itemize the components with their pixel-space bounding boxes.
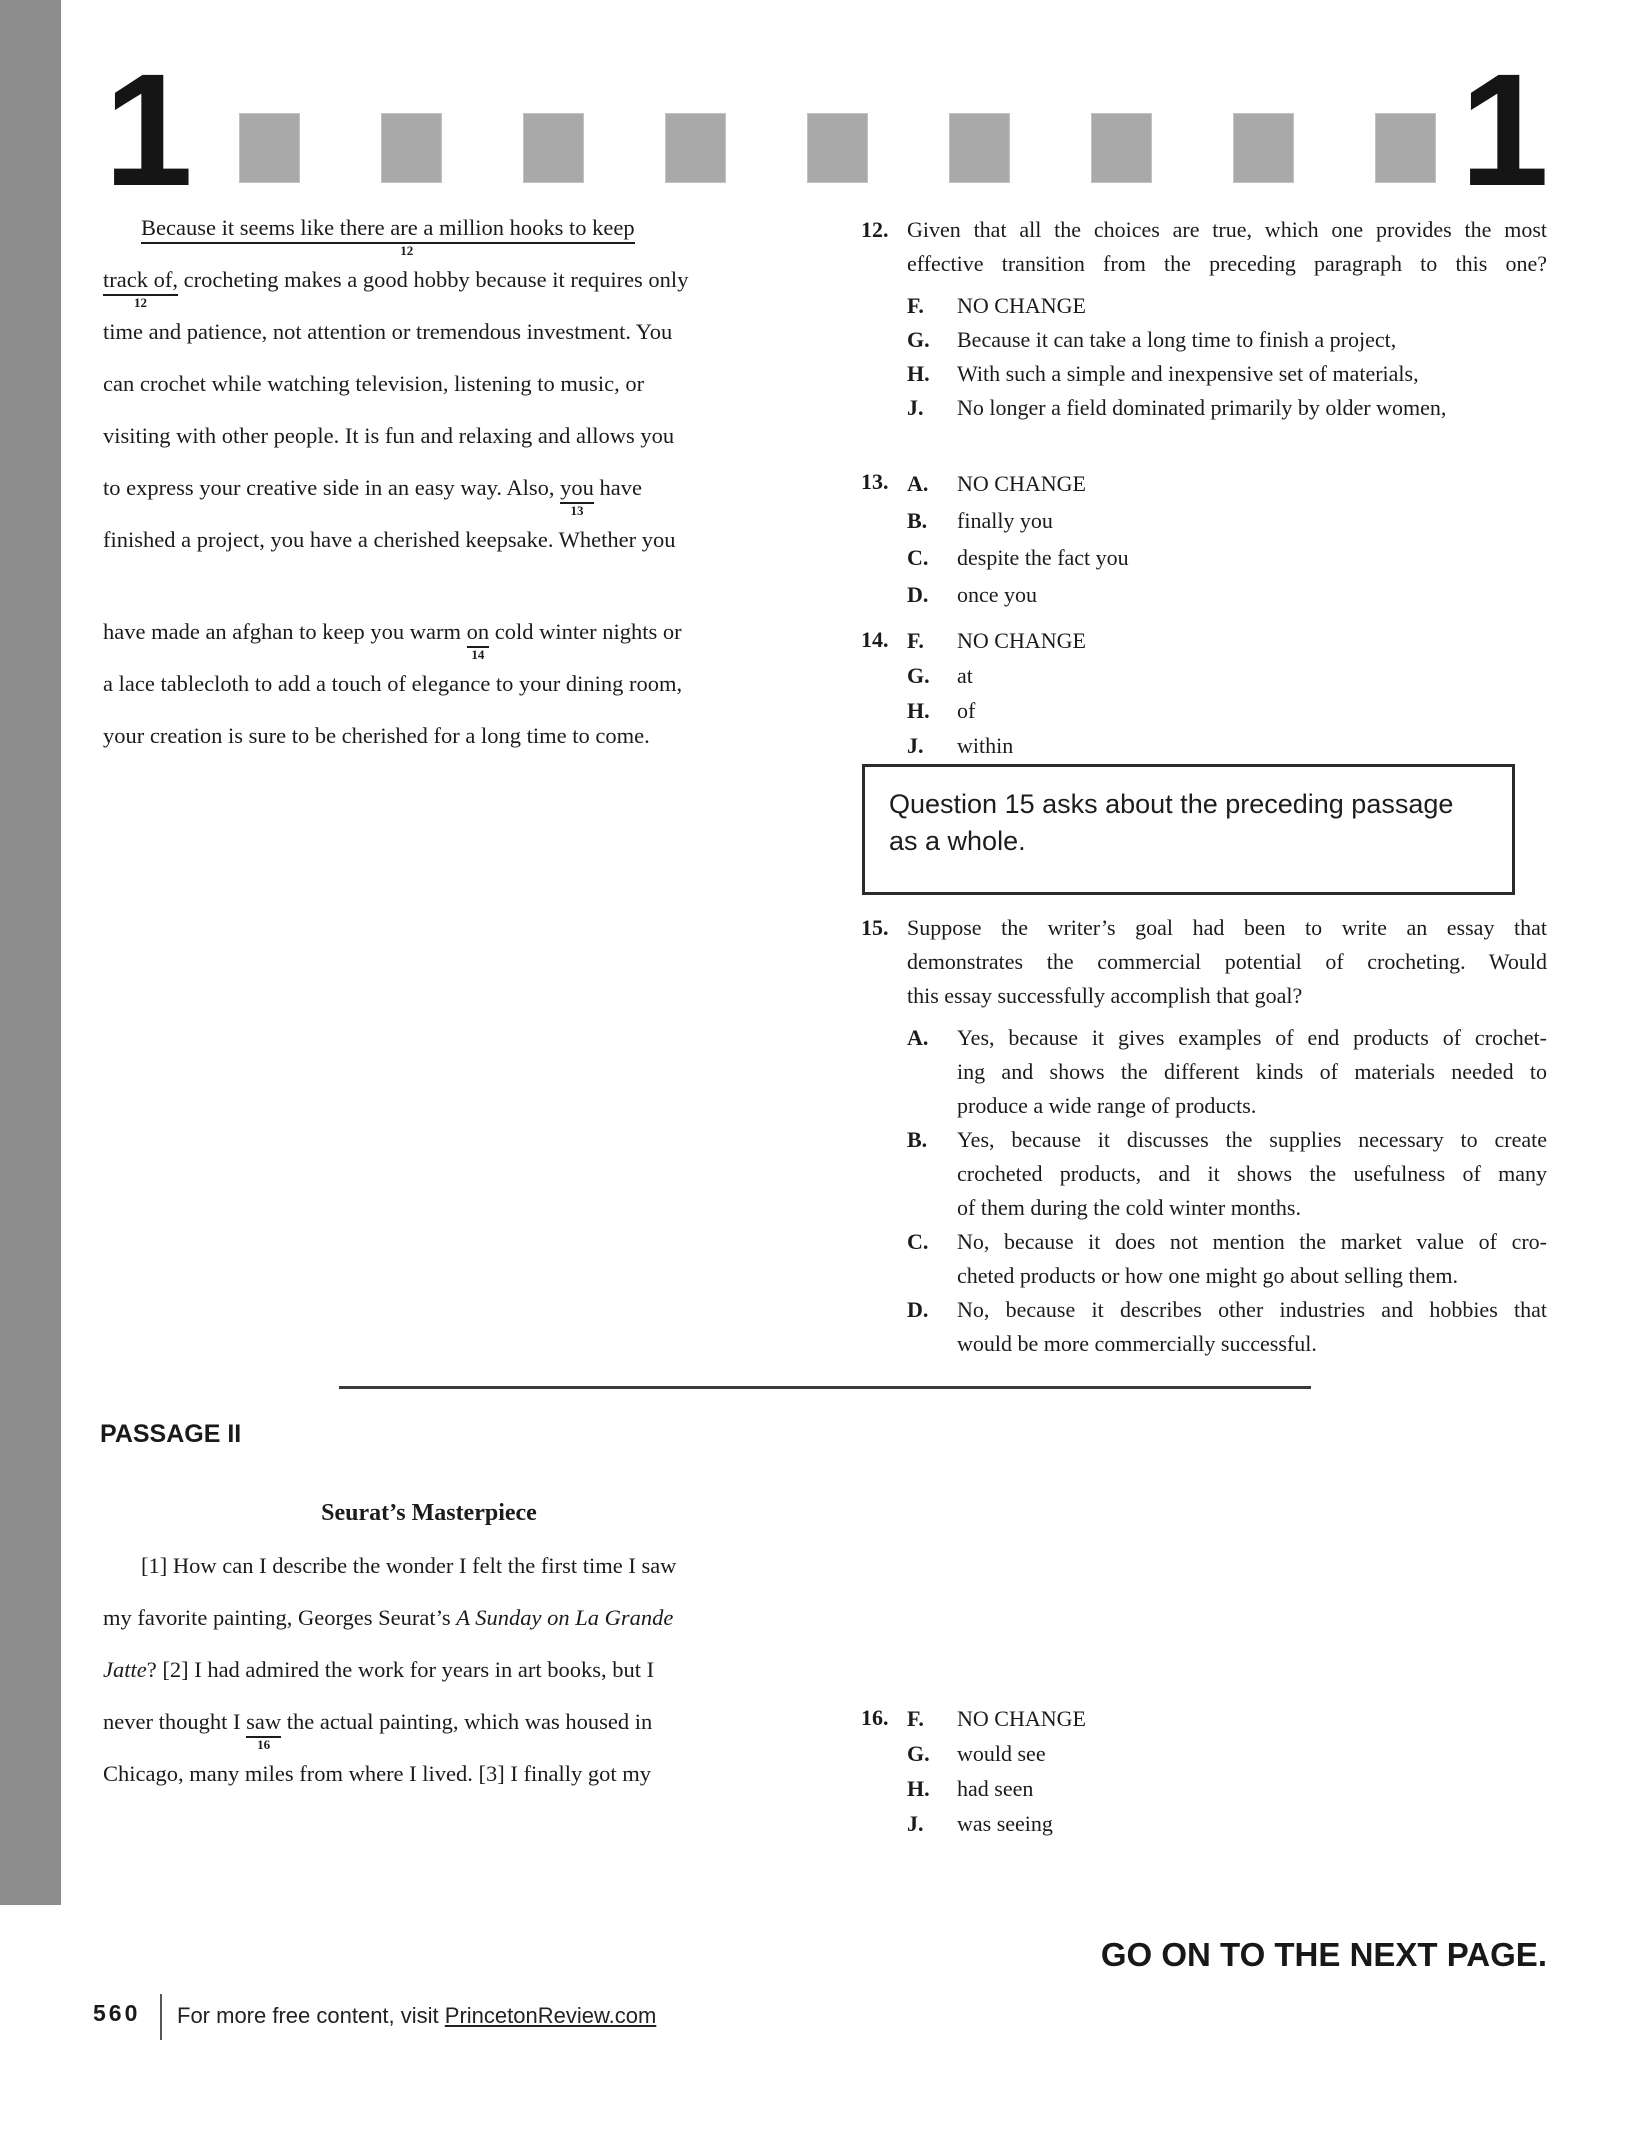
question-16 [861, 1701, 1547, 1841]
option-line: No, because it does not mention the market value of cro- [957, 1229, 1547, 1254]
option-letter: H. [907, 1776, 930, 1801]
option-text: within [957, 733, 1014, 758]
passage-text: cold winter nights or [489, 619, 682, 644]
option-text: was seeing [957, 1811, 1053, 1836]
passage-divider [339, 1386, 1311, 1389]
passage-line [103, 1696, 765, 1752]
answer-options [907, 465, 1547, 613]
passage2-paragraph1 [103, 1540, 765, 1800]
option-letter: D. [907, 582, 929, 607]
question-number: 12. [861, 217, 889, 242]
answer-option-f [907, 289, 1547, 323]
passage2-title: Seurat’s Masterpiece [321, 1500, 537, 1526]
passage-text: never thought I [103, 1709, 247, 1734]
option-text: at [957, 663, 973, 688]
passage2-label: PASSAGE II [100, 1420, 242, 1448]
answer-option-g [907, 323, 1547, 357]
option-letter: F. [907, 293, 924, 318]
question-stem-line: demonstrates the commercial potential of crocheting. Would [907, 949, 1547, 974]
header-square [1233, 113, 1294, 183]
answer-option-j [907, 391, 1547, 425]
question-number: 13. [861, 469, 889, 494]
passage-text: have made an afghan to keep you warm [103, 619, 467, 644]
section-number-right: 1 [1460, 40, 1549, 219]
option-line: crocheted products, and it shows the usefulness of many [957, 1161, 1547, 1186]
passage-line: a lace tablecloth to add a touch of elegance to your dining room, [103, 671, 683, 696]
option-line: would be more commercially successful. [957, 1331, 1317, 1356]
answer-option-a [907, 465, 1547, 502]
answer-option-c [907, 1225, 1547, 1293]
question-15-callout-box [862, 764, 1515, 895]
option-line: No, because it describes other industries and hobbies that [957, 1297, 1547, 1322]
header-square [807, 113, 868, 183]
go-on-notice: GO ON TO THE NEXT PAGE. [1100, 1936, 1547, 1973]
answer-option-d [907, 1293, 1547, 1361]
option-text: No longer a field dominated primarily by older women, [957, 395, 1447, 420]
option-line: ing and shows the different kinds of materials needed to [957, 1059, 1547, 1084]
callout-line: Question 15 asks about the preceding passage [889, 789, 1454, 819]
option-text: would see [957, 1741, 1046, 1766]
option-letter: J. [907, 733, 924, 758]
option-letter: F. [907, 1706, 924, 1731]
answer-option-f [907, 623, 1547, 658]
option-letter: B. [907, 508, 928, 533]
question-13 [861, 465, 1547, 613]
option-text: once you [957, 582, 1038, 607]
option-text: With such a simple and inexpensive set of materials, [957, 361, 1419, 386]
option-letter: F. [907, 628, 924, 653]
question-number: 14. [861, 627, 889, 652]
painting-title-italic: A Sunday on La Grande [456, 1605, 674, 1630]
option-text: NO CHANGE [957, 1706, 1086, 1731]
passage-line: your creation is sure to be cherished for a long time to come. [103, 723, 650, 748]
passage1-paragraph1 [103, 202, 765, 566]
question-stem-line: effective transition from the preceding paragraph to this one? [907, 251, 1547, 276]
passage-line [103, 462, 765, 518]
underlined-segment-16 [246, 1709, 282, 1752]
option-line: of them during the cold winter months. [957, 1195, 1301, 1220]
answer-option-b [907, 1123, 1547, 1225]
answer-option-g [907, 1736, 1547, 1771]
answer-options [907, 1021, 1547, 1361]
answer-option-g [907, 658, 1547, 693]
answer-option-d [907, 576, 1547, 613]
passage1-paragraph2 [103, 606, 765, 762]
option-letter: G. [907, 327, 930, 352]
passage-line: visiting with other people. It is fun and relaxing and allows you [103, 423, 675, 448]
question-15 [861, 911, 1547, 1361]
underlined-text: Because it seems like there are a million hooks to keep [141, 215, 635, 240]
passage-line: finished a project, you have a cherished keepsake. Whether you [103, 527, 676, 552]
underlined-segment-12 [141, 215, 635, 258]
option-text: NO CHANGE [957, 628, 1086, 653]
question-14 [861, 623, 1547, 763]
option-letter: J. [907, 1811, 924, 1836]
option-letter: C. [907, 545, 929, 570]
passage-line [103, 606, 765, 662]
answer-option-f [907, 1701, 1547, 1736]
princeton-review-url: PrincetonReview.com [444, 2003, 657, 2028]
question-stem-line: this essay successfully accomplish that goal? [907, 983, 1303, 1008]
answer-option-b [907, 502, 1547, 539]
answer-option-a [907, 1021, 1547, 1123]
option-text: had seen [957, 1776, 1034, 1801]
passage-text: to express your creative side in an easy way. Also, [103, 475, 561, 500]
option-text [957, 1293, 1547, 1361]
option-line: Yes, because it gives examples of end products of crochet- [957, 1025, 1547, 1050]
answer-options [907, 1701, 1547, 1841]
answer-option-c [907, 539, 1547, 576]
passage-text: have [593, 475, 643, 500]
underline-number-16: 16 [257, 1737, 271, 1752]
section-number-left: 1 [104, 40, 193, 219]
option-text [957, 1021, 1547, 1123]
passage-text: my favorite painting, Georges Seurat’s [103, 1605, 457, 1630]
option-text: NO CHANGE [957, 471, 1086, 496]
underline-number-12: 12 [400, 243, 414, 258]
passage-line: Chicago, many miles from where I lived. [3] I finally got my [103, 1761, 651, 1786]
answer-option-j [907, 728, 1547, 763]
underlined-text: on [466, 619, 490, 644]
question-stem-line: Suppose the writer’s goal had been to write an essay that [907, 915, 1547, 940]
header-squares [239, 113, 1436, 183]
underline-number-12: 12 [133, 295, 147, 310]
callout-line: as a whole. [889, 826, 1026, 856]
option-letter: G. [907, 1741, 930, 1766]
passage-text: crocheting makes a good hobby because it requires only [177, 267, 689, 292]
footer-promo-text: For more free content, visit [177, 2003, 445, 2028]
footer-separator [160, 1994, 162, 2040]
underlined-segment-12 [103, 267, 178, 310]
passage-line: can crochet while watching television, listening to music, or [103, 371, 645, 396]
answer-options [907, 289, 1547, 425]
option-letter: A. [907, 471, 929, 496]
option-letter: G. [907, 663, 930, 688]
page-number: 560 [93, 2000, 141, 2026]
header-square [381, 113, 442, 183]
underline-number-13: 13 [570, 503, 584, 518]
footer-promo [177, 2003, 656, 2029]
answer-option-h [907, 1771, 1547, 1806]
header-square [1375, 113, 1436, 183]
passage-line [103, 254, 765, 310]
passage-line [103, 1592, 765, 1644]
underlined-text: track of, [103, 267, 178, 292]
underlined-text: saw [246, 1709, 282, 1734]
option-line: produce a wide range of products. [957, 1093, 1257, 1118]
option-text [957, 1225, 1547, 1293]
option-letter: D. [907, 1297, 929, 1322]
question-number: 15. [861, 915, 889, 940]
underlined-segment-14 [466, 619, 490, 662]
answer-option-j [907, 1806, 1547, 1841]
underlined-segment-13 [560, 475, 594, 518]
header-square [665, 113, 726, 183]
option-line: cheted products or how one might go about selling them. [957, 1263, 1459, 1288]
option-letter: C. [907, 1229, 929, 1254]
answer-option-h [907, 693, 1547, 728]
option-text [957, 1123, 1547, 1225]
option-letter: A. [907, 1025, 929, 1050]
passage-text: ? [2] I had admired the work for years in art books, but I [146, 1657, 655, 1682]
option-letter: B. [907, 1127, 928, 1152]
header-square [949, 113, 1010, 183]
painting-title-italic: Jatte [103, 1657, 147, 1682]
passage-line [103, 202, 765, 258]
option-text: NO CHANGE [957, 293, 1086, 318]
header-square [523, 113, 584, 183]
option-line: Yes, because it discusses the supplies necessary to create [957, 1127, 1547, 1152]
option-text: Because it can take a long time to finish a project, [957, 327, 1397, 352]
answer-options [907, 623, 1547, 763]
option-letter: H. [907, 361, 930, 386]
question-12 [861, 213, 1547, 425]
underline-number-14: 14 [471, 647, 485, 662]
header-square [1091, 113, 1152, 183]
option-letter: J. [907, 395, 924, 420]
option-text: finally you [957, 508, 1053, 533]
option-text: despite the fact you [957, 545, 1129, 570]
header-square [239, 113, 300, 183]
option-letter: H. [907, 698, 930, 723]
option-text: of [957, 698, 976, 723]
underlined-text: you [560, 475, 594, 500]
passage-line: time and patience, not attention or tremendous investment. You [103, 319, 673, 344]
page-edge-tab [0, 0, 61, 1905]
question-stem-line: Given that all the choices are true, which one provides the most [907, 217, 1547, 242]
passage-line: [1] How can I describe the wonder I felt the first time I saw [141, 1553, 677, 1578]
answer-option-h [907, 357, 1547, 391]
passage-line [103, 1644, 765, 1696]
question-number: 16. [861, 1705, 889, 1730]
passage-text: the actual painting, which was housed in [281, 1709, 653, 1734]
